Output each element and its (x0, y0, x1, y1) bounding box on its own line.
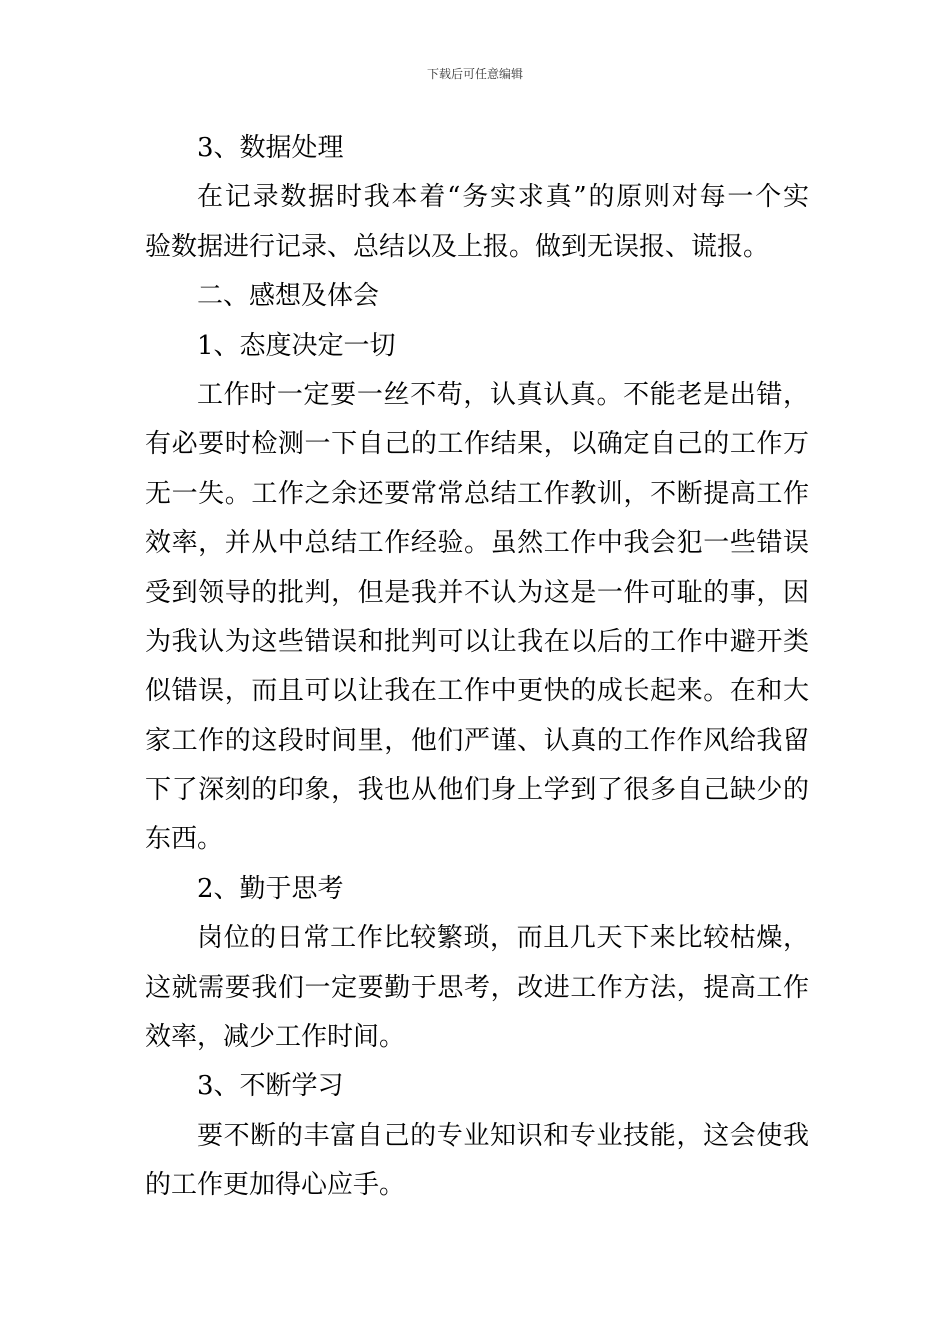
text-line: 1、态度决定一切 (197, 330, 396, 361)
text-line: 岗位的日常工作比较繁琐，而且几天下来比较枯燥， (197, 923, 809, 954)
text-line: 无一失。工作之余还要常常总结工作教训，不断提高工作 (145, 478, 809, 509)
text-line: 3、不断学习 (197, 1071, 344, 1102)
page-header: 下载后可任意编辑 (426, 67, 523, 81)
text-line: 效率，并从中总结工作经验。虽然工作中我会犯一些错误 (145, 528, 809, 559)
document-body (145, 124, 809, 1211)
text-line: 下了深刻的印象，我也从他们身上学到了很多自己缺少的 (145, 775, 809, 806)
text-line: 有必要时检测一下自己的工作结果，以确定自己的工作万 (145, 429, 809, 460)
text-line: 似错误，而且可以让我在工作中更快的成长起来。在和大 (145, 676, 809, 707)
text-line: 为我认为这些错误和批判可以让我在以后的工作中避开类 (145, 626, 809, 657)
text-line: 3、数据处理 (197, 133, 344, 163)
text-line: 2、勤于思考 (197, 873, 344, 904)
text-line: 东西。 (145, 824, 224, 855)
text-line: 工作时一定要一丝不苟，认真认真。不能老是出错， (197, 379, 809, 410)
text-line: 要不断的丰富自己的专业知识和专业技能，这会使我 (197, 1120, 809, 1151)
text-line: 家工作的这段时间里，他们严谨、认真的工作作风给我留 (145, 725, 809, 756)
text-line: 这就需要我们一定要勤于思考，改进工作方法，提高工作 (145, 972, 809, 1003)
text-line: 受到领导的批判，但是我并不认为这是一件可耻的事，因 (145, 577, 809, 608)
text-line: 二、感想及体会 (197, 281, 380, 312)
text-line: 的工作更加得心应手。 (145, 1170, 406, 1201)
text-line: 效率，减少工作时间。 (145, 1022, 406, 1053)
text-line: 在记录数据时我本着“务实求真”的原则对每一个实 (197, 182, 809, 213)
text-line: 验数据进行记录、总结以及上报。做到无误报、谎报。 (145, 231, 770, 262)
